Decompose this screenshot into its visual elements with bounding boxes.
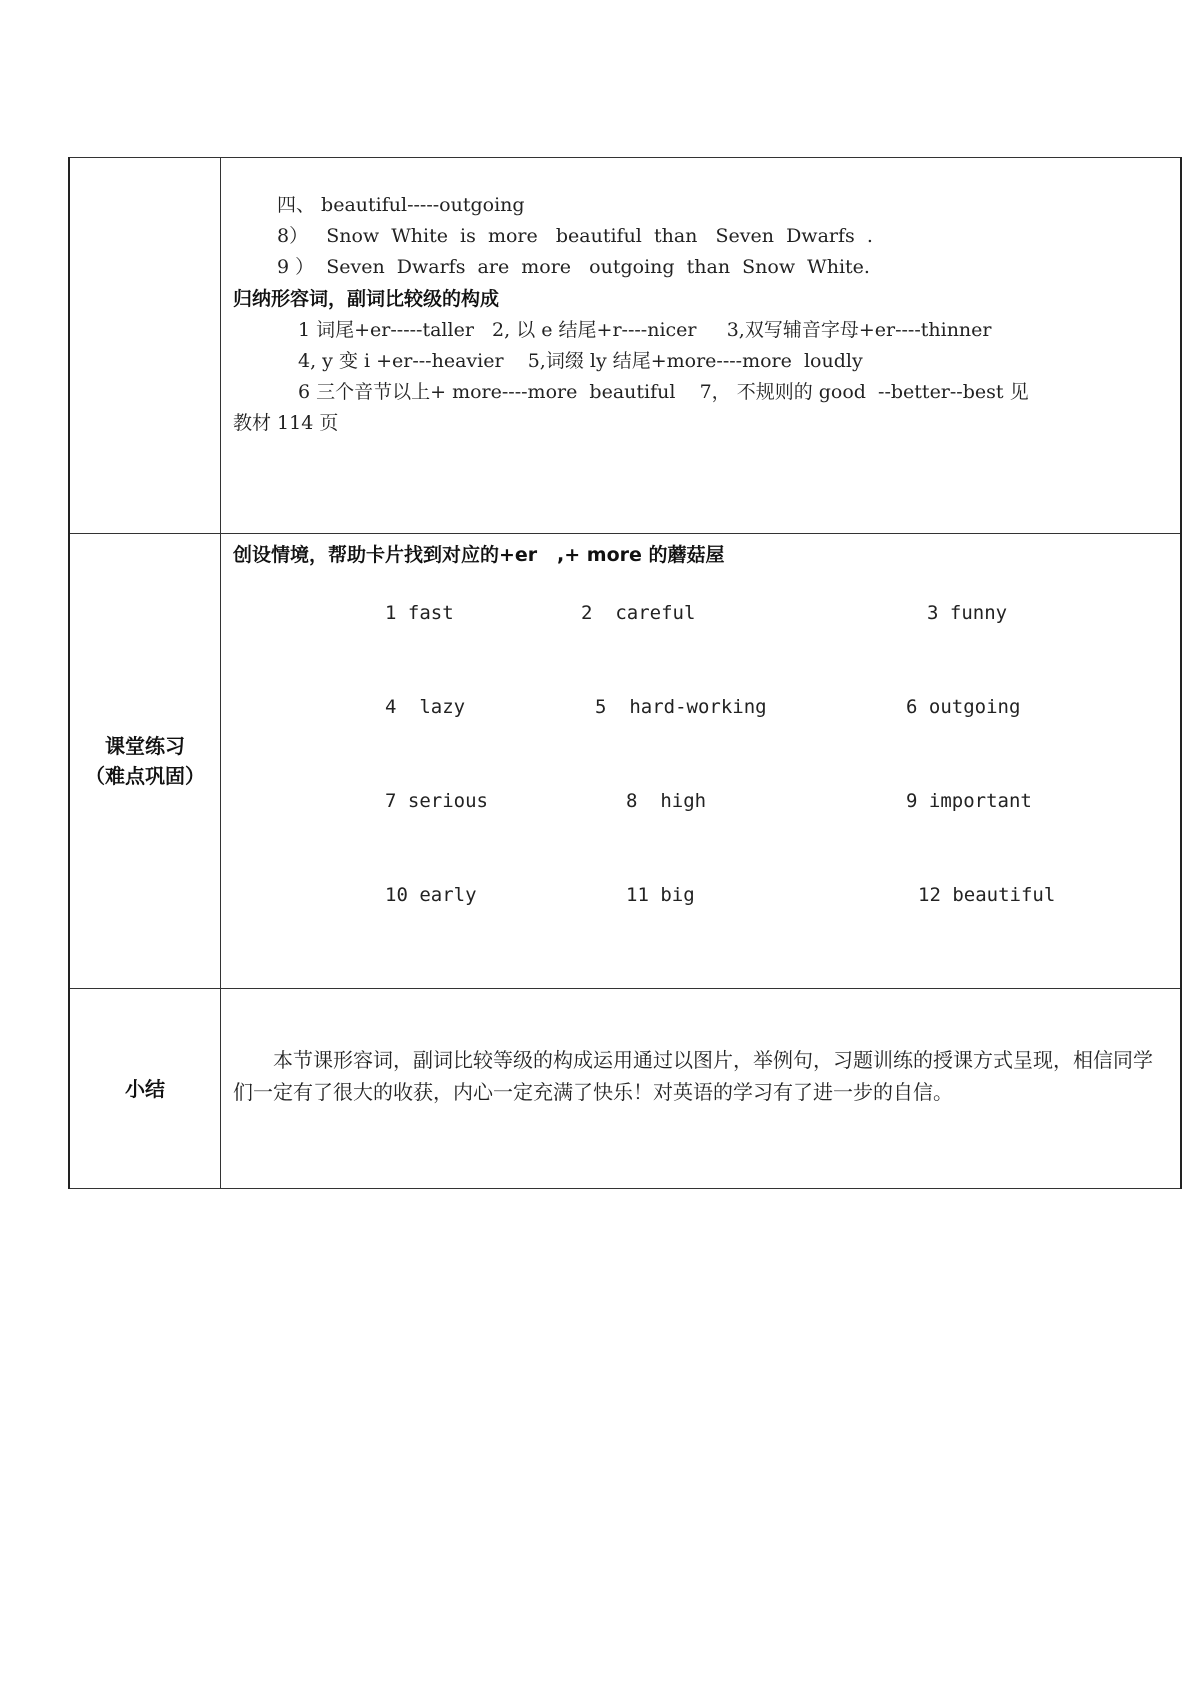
word-card: 11 big xyxy=(626,884,695,906)
text-line: 8） Snow White is more beautiful than Seven Dwarfs . xyxy=(277,225,873,247)
row-label-cell xyxy=(69,989,221,1189)
word-card: 7 serious xyxy=(385,790,488,812)
word-card: 3 funny xyxy=(927,602,1008,624)
word-card: 6 outgoing xyxy=(906,696,1021,718)
table-row xyxy=(69,989,1181,1189)
word-card: 12 beautiful xyxy=(918,884,1056,906)
content-cell xyxy=(221,989,1182,1189)
text-line: 四、 beautiful-----outgoing xyxy=(277,194,525,216)
row-label-cell xyxy=(69,534,221,989)
text-line: 教材 114 页 xyxy=(233,412,339,434)
text-line: 1 词尾+er-----taller 2, 以 e 结尾+r----nicer 3,双写辅音字母+er----thinner xyxy=(298,319,992,341)
word-card: 9 important xyxy=(906,790,1032,812)
summary-paragraph: 本节课形容词，副词比较等级的构成运用通过以图片，举例句，习题训练的授课方式呈现，相信同学们一定有了很大的收获，内心一定充满了快乐！对英语的学习有了进一步的自信。 xyxy=(233,1048,1153,1104)
table-row xyxy=(69,534,1181,989)
word-card: 1 fast xyxy=(385,602,454,624)
word-card: 5 hard-working xyxy=(595,696,767,718)
text-line: 4, y 变 i +er---heavier 5,词缀 ly 结尾+more----more loudly xyxy=(298,350,863,372)
table-row xyxy=(69,158,1181,534)
row-label: 小结 xyxy=(125,1076,165,1101)
content-cell xyxy=(221,158,1182,534)
section-heading: 创设情境，帮助卡片找到对应的+er ,+ more 的蘑菇屋 xyxy=(233,544,725,566)
row-label-sub: （难点巩固） xyxy=(85,764,205,788)
lesson-plan-table xyxy=(68,157,1182,1189)
word-card: 8 high xyxy=(626,790,707,812)
word-card: 2 careful xyxy=(581,602,696,624)
text-line: 6 三个音节以上+ more----more beautiful 7， 不规则的 good --better--best 见 xyxy=(298,381,1029,403)
word-card: 4 lazy xyxy=(385,696,466,718)
word-card: 10 early xyxy=(385,884,477,906)
content-cell xyxy=(221,534,1182,989)
text-line: 9 ） Seven Dwarfs are more outgoing than Snow White. xyxy=(277,256,870,278)
row-label: 课堂练习 xyxy=(105,734,185,758)
row-label-cell xyxy=(69,158,221,534)
section-heading: 归纳形容词，副词比较级的构成 xyxy=(233,288,500,310)
